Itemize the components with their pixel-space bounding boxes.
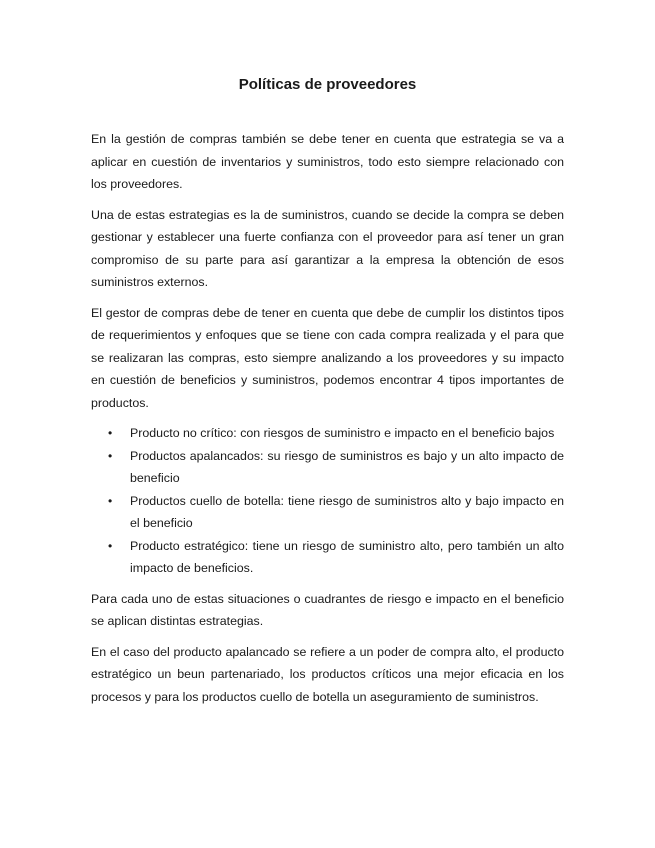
paragraph-intro: En la gestión de compras también se debe tener en cuenta que estrategia se va a aplicar en cuestión de inventarios y suministros, todo esto siempre relacionado con los proveedores.	[91, 132, 564, 191]
paragraph-quadrants: Para cada uno de estas situaciones o cuadrantes de riesgo e impacto en el beneficio se aplican distintas estrategias.	[91, 591, 564, 628]
list-item	[108, 422, 564, 445]
document-body	[91, 128, 564, 716]
bullet-marker: •	[108, 493, 113, 508]
bullet-marker: •	[108, 426, 113, 440]
bullet-marker: •	[108, 538, 113, 553]
list-item	[108, 445, 564, 490]
list-item	[108, 535, 564, 580]
paragraph-conclusion: En el caso del producto apalancado se refiere a un poder de compra alto, el producto estratégico un beun partenariado, los productos críticos una mejor eficacia en los procesos y para los productos cuello de botella un aseguramiento de suministros.	[91, 644, 564, 704]
list-item-text: Productos apalancados: su riesgo de suministros es bajo y un alto impacto de beneficio	[130, 448, 564, 485]
list-item-text: Producto no crítico: con riesgos de suministro e impacto en el beneficio bajos	[130, 426, 555, 440]
bullet-marker: •	[108, 448, 113, 463]
list-item-text: Productos cuello de botella: tiene riesgo de suministros alto y bajo impacto en el beneficio	[130, 493, 564, 530]
list-item	[108, 490, 564, 535]
product-types-list	[91, 422, 564, 580]
paragraph-strategy: Una de estas estrategias es la de suministros, cuando se decide la compra se deben gestionar y establecer una fuerte confianza con el proveedor para así tener un gran compromiso de su parte para así garantizar a la empresa la obtención de esos suministros externos.	[91, 207, 564, 289]
list-item-text: Producto estratégico: tiene un riesgo de suministro alto, pero también un alto impacto de beneficios.	[130, 538, 564, 575]
paragraph-purchasing-manager: El gestor de compras debe de tener en cuenta que debe de cumplir los distintos tipos de requerimientos y enfoques que se tiene con cada compra realizada y el para que se realizaran las compras, esto siempre analizando a los proveedores y su impacto en cuestión de beneficios y suministros, podemos encontrar 4 tipos importantes de productos.	[91, 305, 564, 410]
page-title: Políticas de proveedores	[238, 76, 417, 93]
